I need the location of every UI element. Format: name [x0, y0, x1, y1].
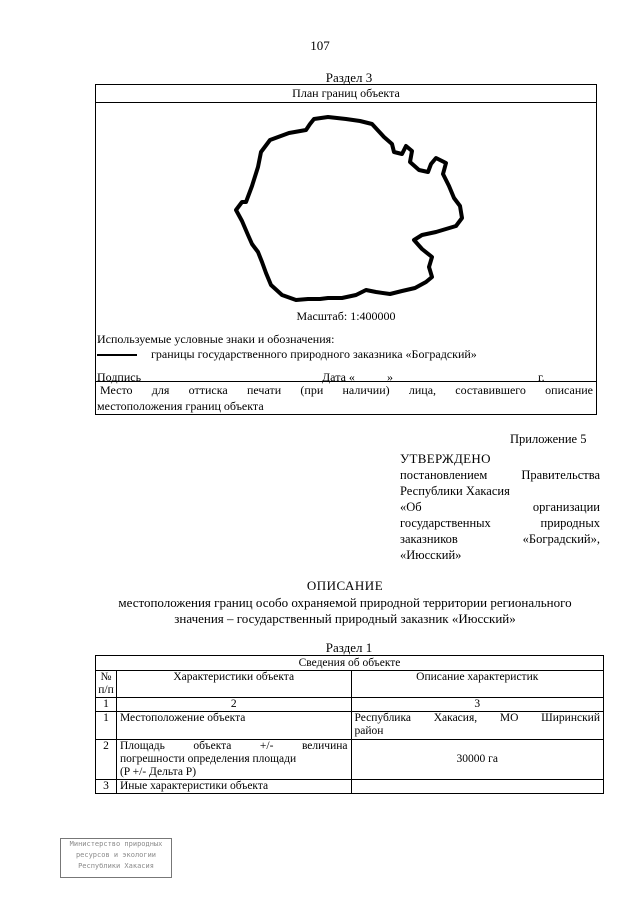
stamp-line3: Республики Хакасия — [78, 862, 154, 870]
col-num-line2: п/п — [98, 684, 114, 696]
appendix-line: заказников «Боградский», — [400, 532, 600, 546]
boundary-outline — [236, 117, 462, 300]
table-row — [96, 712, 604, 740]
legend-item-text: границы государственного природного заказника «Боградский» — [151, 347, 477, 361]
appendix-line: «Об организации — [400, 500, 600, 514]
boundary-line-symbol — [97, 354, 137, 356]
row-desc — [351, 712, 603, 740]
table-row — [96, 740, 604, 780]
row-char: Иные характеристики объекта — [116, 780, 351, 794]
legend-label: Используемые условные знаки и обозначения: — [97, 332, 335, 346]
appendix-line: государственных природных — [400, 516, 600, 530]
index-cell: 3 — [351, 698, 603, 712]
table-header-row — [96, 656, 604, 671]
col-num-line1: № — [100, 671, 112, 683]
row-desc-empty — [351, 780, 603, 794]
table-columns-row — [96, 671, 604, 698]
appendix-number: Приложение 5 — [510, 432, 587, 446]
row-num: 2 — [96, 740, 117, 780]
date-label: Дата « — [322, 370, 355, 384]
year-label: г. — [538, 370, 545, 384]
boundary-plan-box — [95, 84, 597, 415]
row-desc-line1: Республика Хакасия, МО Ширинский — [354, 712, 600, 724]
stamp-place-row — [96, 381, 596, 417]
table-header: Сведения об объекте — [96, 656, 604, 671]
col-desc-header: Описание характеристик — [351, 671, 603, 698]
object-info-table — [95, 655, 604, 794]
row-char-line3: (P +/- Дельта P) — [119, 766, 197, 778]
legend-item — [97, 347, 477, 362]
signature-label: Подпись — [97, 370, 142, 384]
row-char-line1: Площадь объекта +/- величина — [119, 740, 348, 752]
section1-title: Раздел 1 — [325, 640, 373, 655]
map-scale: Масштаб: 1:400000 — [296, 309, 396, 323]
appendix-line: Республики Хакасия — [400, 484, 510, 498]
approved-label: УТВЕРЖДЕНО — [400, 451, 491, 466]
page-number: 107 — [310, 38, 330, 53]
row-desc-line2: район — [354, 725, 384, 737]
stamp-line2: ресурсов и экологии — [75, 851, 157, 859]
row-desc: 30000 га — [351, 740, 603, 780]
appendix-line: «Июсский» — [400, 548, 462, 562]
appendix-block — [400, 432, 600, 562]
stamp-place-line2: местоположения границ объекта — [97, 399, 264, 413]
description-subtitle-line2: значения – государственный природный заказник «Июсский» — [174, 611, 516, 626]
index-cell: 2 — [116, 698, 351, 712]
table-row — [96, 780, 604, 794]
table-index-row — [96, 698, 604, 712]
date-close: » — [387, 370, 393, 384]
row-char: Местоположение объекта — [116, 712, 351, 740]
row-char-line2: погрешности определения площади — [119, 753, 297, 765]
appendix-line: постановлением Правительства — [400, 468, 600, 482]
section3-title: Раздел 3 — [325, 70, 373, 85]
description-title: ОПИСАНИЕ — [306, 578, 384, 593]
registration-stamp — [60, 838, 172, 878]
index-cell: 1 — [96, 698, 117, 712]
description-subtitle-line1: местоположения границ особо охраняемой природной территории регионального — [118, 595, 572, 610]
row-char — [116, 740, 351, 780]
row-num: 1 — [96, 712, 117, 740]
stamp-line1: Министерство природных — [69, 840, 163, 848]
col-char-header: Характеристики объекта — [116, 671, 351, 698]
row-num: 3 — [96, 780, 117, 794]
stamp-place-line1: Место для оттиска печати (при наличии) лица, составившего описание — [100, 383, 593, 397]
col-num-header — [96, 671, 117, 698]
boundary-plan-header: План границ объекта — [96, 85, 596, 103]
